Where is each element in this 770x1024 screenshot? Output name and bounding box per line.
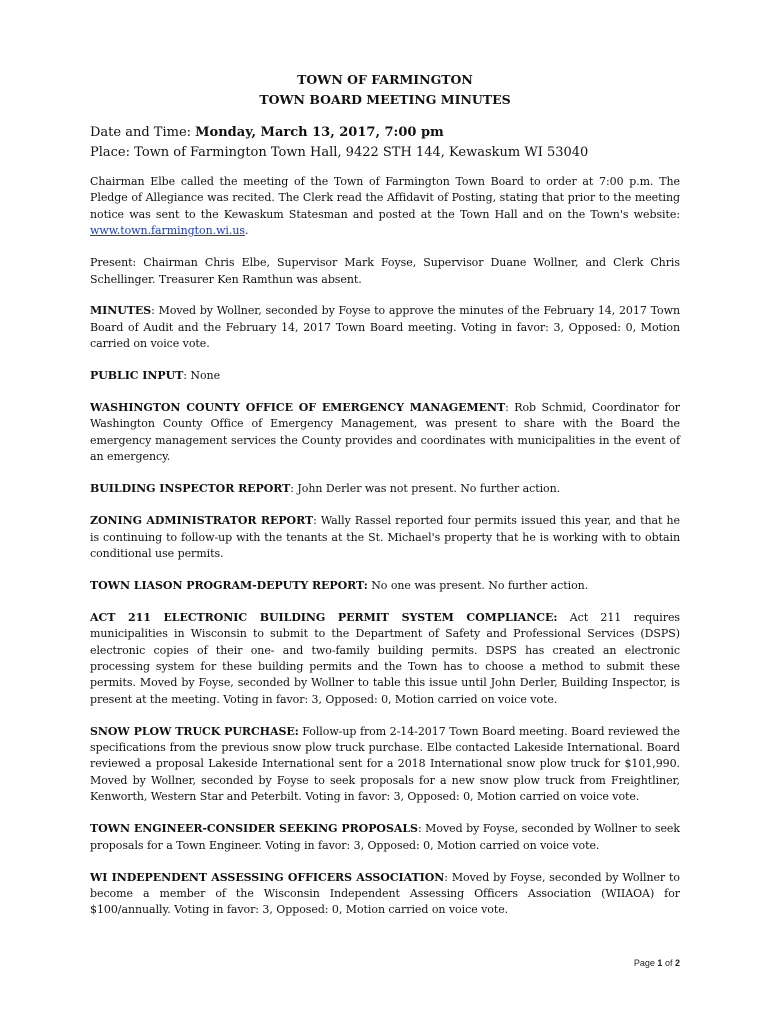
section-heading: WI INDEPENDENT ASSESSING OFFICERS ASSOCIATION <box>90 870 445 884</box>
page-word: Page <box>633 958 655 968</box>
place-value: Town of Farmington Town Hall, 9422 STH 144, Kewaskum WI 53040 <box>134 145 589 160</box>
section-heading: TOWN ENGINEER-CONSIDER SEEKING PROPOSALS <box>90 822 418 836</box>
page-number <box>634 958 680 968</box>
intro-text: Chairman Elbe called the meeting of the Town of Farmington Town Board to order at 7:00 p.m. The Pledge of Allegiance was recited. The Clerk read the Affidavit of Posting, stating that prior to the meeting notice was sent to the Kewaskum Statesman and posted at the Town Hall and on the Town's website: <box>90 175 680 221</box>
heading-separator: : <box>313 514 321 528</box>
section-text: Wally Rassel reported four permits issued this year, and that he is continuing to follow-up with the tenants at the St. Michael's property that he is working with to obtain conditional use permits. <box>90 514 680 560</box>
present-text: Present: Chairman Chris Elbe, Supervisor Mark Foyse, Supervisor Duane Wollner, and Clerk Chris Schellinger. Treasurer Ken Ramthun was absent. <box>90 256 680 286</box>
section-text: Rob Schmid, Coordinator for Washington County Office of Emergency Management, was present to share with the Board the emergency management services the County provides and coordinates with municipalities in the event of an emergency. <box>90 401 681 464</box>
section-text: Moved by Foyse, seconded by Wollner to seek proposals for a Town Engineer. Voting in favor: 3, Opposed: 0, Motion carried on voice vote. <box>90 822 680 852</box>
heading-separator: : <box>444 870 452 884</box>
place-line <box>90 143 680 163</box>
heading-separator <box>557 611 569 624</box>
section-heading: PUBLIC INPUT <box>90 369 184 383</box>
section-text: John Derler was not present. No further action. <box>297 482 561 496</box>
section-text: No one was present. No further action. <box>371 578 589 592</box>
section-text: Moved by Foyse, seconded by Wollner to become a member of the Wisconsin Independent Assessing Officers Association (WIIAOA) for $100/annually. Voting in favor: 3, Opposed: 0, Motion carried on voice vote. <box>90 870 680 917</box>
date-line <box>90 123 680 143</box>
heading-separator: : <box>151 304 159 318</box>
document-title: TOWN BOARD MEETING MINUTES <box>259 92 511 107</box>
town-engineer-section <box>90 821 680 854</box>
place-label: Place: <box>90 145 131 160</box>
section-heading: BUILDING INSPECTOR REPORT <box>90 482 291 496</box>
heading-separator: : <box>290 482 298 496</box>
snow-plow-section <box>90 724 680 806</box>
liason-program-section <box>90 578 680 594</box>
heading-separator: : <box>183 369 191 383</box>
minutes-section <box>90 303 680 352</box>
zoning-administrator-section <box>90 513 680 562</box>
intro-tail: . <box>244 224 249 238</box>
section-heading: SNOW PLOW TRUCK PURCHASE: <box>90 724 299 738</box>
meeting-info <box>90 123 680 163</box>
heading-separator: : <box>505 401 515 415</box>
emergency-management-section <box>90 400 680 466</box>
town-website-link[interactable]: www.town.farmington.wi.us <box>90 224 245 238</box>
section-heading: ACT 211 ELECTRONIC BUILDING PERMIT SYSTEM COMPLIANCE: <box>90 610 558 624</box>
section-text: None <box>190 369 221 383</box>
total-pages: 2 <box>674 958 680 968</box>
section-text: Follow-up from 2-14-2017 Town Board meeting. Board reviewed the specifications from the previous snow plow truck purchase. Elbe contacted Lakeside International. Board reviewed a proposal Lakeside International sent for a 2018 International snow plow truck for $101,990. Moved by Wollner, seconded by Foyse to seek proposals for a new snow plow truck from Freightliner, Kenworth, Western Star and Peterbilt. Voting in favor: 3, Opposed: 0, Motion carried on voice vote. <box>90 724 680 804</box>
town-name: TOWN OF FARMINGTON <box>297 72 473 87</box>
section-heading: TOWN LIASON PROGRAM-DEPUTY REPORT: <box>90 578 368 592</box>
public-input-section <box>90 368 680 384</box>
section-heading: ZONING ADMINISTRATOR REPORT <box>90 514 314 528</box>
date-value: Monday, March 13, 2017, 7:00 pm <box>195 125 444 140</box>
section-heading: WASHINGTON COUNTY OFFICE OF EMERGENCY MANAGEMENT <box>90 401 506 415</box>
section-text: Moved by Wollner, seconded by Foyse to approve the minutes of the February 14, 2017 Town Board of Audit and the February 14, 2017 Town Board meeting. Voting in favor: 3, Opposed: 0, Motion carried on voice vote. <box>90 304 680 351</box>
current-page: 1 <box>657 958 663 968</box>
present-paragraph <box>90 255 680 288</box>
section-text: Act 211 requires municipalities in Wisconsin to submit to the Department of Safety and Professional Services (DSPS) electronic copies of their one- and two-family building permits. DSPS has created an electronic processing system for these building permits and the Town has to choose a method to submit these permits. Moved by Foyse, seconded by Wollner to table this issue until John Derler, Building Inspector, is present at the meeting. Voting in favor: 3, Opposed: 0, Motion carried on voice vote. <box>90 610 680 706</box>
building-inspector-section <box>90 481 680 497</box>
of-word: of <box>664 958 673 968</box>
intro-paragraph <box>90 174 680 240</box>
heading-separator: : <box>417 822 426 836</box>
act-211-section <box>90 610 680 708</box>
section-heading: MINUTES <box>90 304 152 318</box>
document-header <box>90 70 680 110</box>
assessing-officers-section <box>90 870 680 919</box>
date-label: Date and Time: <box>90 125 192 140</box>
